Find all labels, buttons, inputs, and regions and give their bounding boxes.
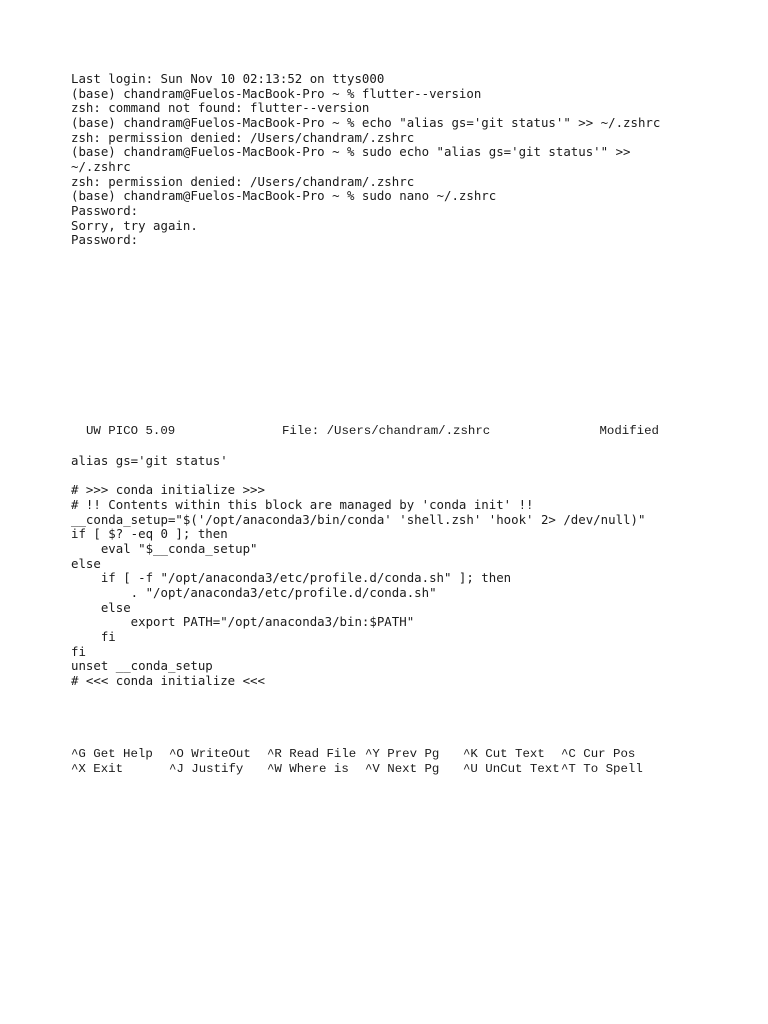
editor-line: # !! Contents within this block are managed by 'conda init' !! [71,496,534,512]
editor-line: if [ $? -eq 0 ]; then [71,526,228,542]
shortcut-cut-text[interactable]: ^K Cut Text [463,747,545,761]
terminal-line: zsh: permission denied: /Users/chandram/.zshrc [71,173,415,189]
editor-line: if [ -f "/opt/anaconda3/etc/profile.d/conda.sh" ]; then [71,570,512,586]
shortcut-to-spell[interactable]: ^T To Spell [561,762,643,776]
shortcut-get-help[interactable]: ^G Get Help [71,747,153,761]
terminal-line: zsh: permission denied: /Users/chandram/.zshrc [71,129,415,145]
terminal-line: zsh: command not found: flutter--version [71,100,370,116]
terminal-line: (base) chandram@Fuelos-MacBook-Pro ~ % sudo echo "alias gs='git status'" >> [71,144,631,160]
shortcut-prev-page[interactable]: ^Y Prev Pg [365,747,440,761]
editor-line: # <<< conda initialize <<< [71,672,265,688]
terminal-line: (base) chandram@Fuelos-MacBook-Pro ~ % echo "alias gs='git status'" >> ~/.zshrc [71,114,661,130]
terminal-line: Last login: Sun Nov 10 02:13:52 on ttys000 [71,71,385,86]
terminal-line: Password: [71,202,139,218]
editor-file-name: File: /Users/chandram/.zshrc [282,424,491,438]
terminal-line: (base) chandram@Fuelos-MacBook-Pro ~ % sudo nano ~/.zshrc [71,188,497,204]
editor-line [71,469,645,484]
terminal-line: Password: [71,232,139,248]
shortcut-cur-pos[interactable]: ^C Cur Pos [561,747,636,761]
shortcut-uncut-text[interactable]: ^U UnCut Text [463,762,560,776]
editor-text-area[interactable] [71,454,645,689]
editor-line: else [71,555,101,571]
shortcut-justify[interactable]: ^J Justify [169,762,244,776]
editor-line: fi [71,643,86,659]
editor-line: . "/opt/anaconda3/etc/profile.d/conda.sh" [71,584,437,600]
editor-title-bar [71,424,659,439]
shortcut-where-is[interactable]: ^W Where is [267,762,349,776]
terminal-line: ~/.zshrc [71,158,131,174]
editor-line: eval "$__conda_setup" [71,540,258,556]
shortcut-exit[interactable]: ^X Exit [71,762,124,776]
editor-modified-status: Modified [599,424,659,438]
shortcut-next-page[interactable]: ^V Next Pg [365,762,440,776]
editor-line: unset __conda_setup [71,658,213,674]
terminal-line: (base) chandram@Fuelos-MacBook-Pro ~ % flutter--version [71,85,482,101]
editor-line: else [71,599,131,615]
editor-app-name: UW PICO 5.09 [86,424,176,438]
shortcut-read-file[interactable]: ^R Read File [267,747,357,761]
editor-line: __conda_setup="$('/opt/anaconda3/bin/conda' 'shell.zsh' 'hook' 2> /dev/null)" [71,511,646,527]
terminal-output [71,72,660,248]
editor-line: fi [71,628,116,644]
editor-shortcut-bar [71,747,671,777]
terminal-line: Sorry, try again. [71,217,198,233]
editor-line: # >>> conda initialize >>> [71,482,265,498]
shortcut-write-out[interactable]: ^O WriteOut [169,747,251,761]
editor-line: export PATH="/opt/anaconda3/bin:$PATH" [71,614,415,630]
editor-line: alias gs='git status' [71,453,228,468]
